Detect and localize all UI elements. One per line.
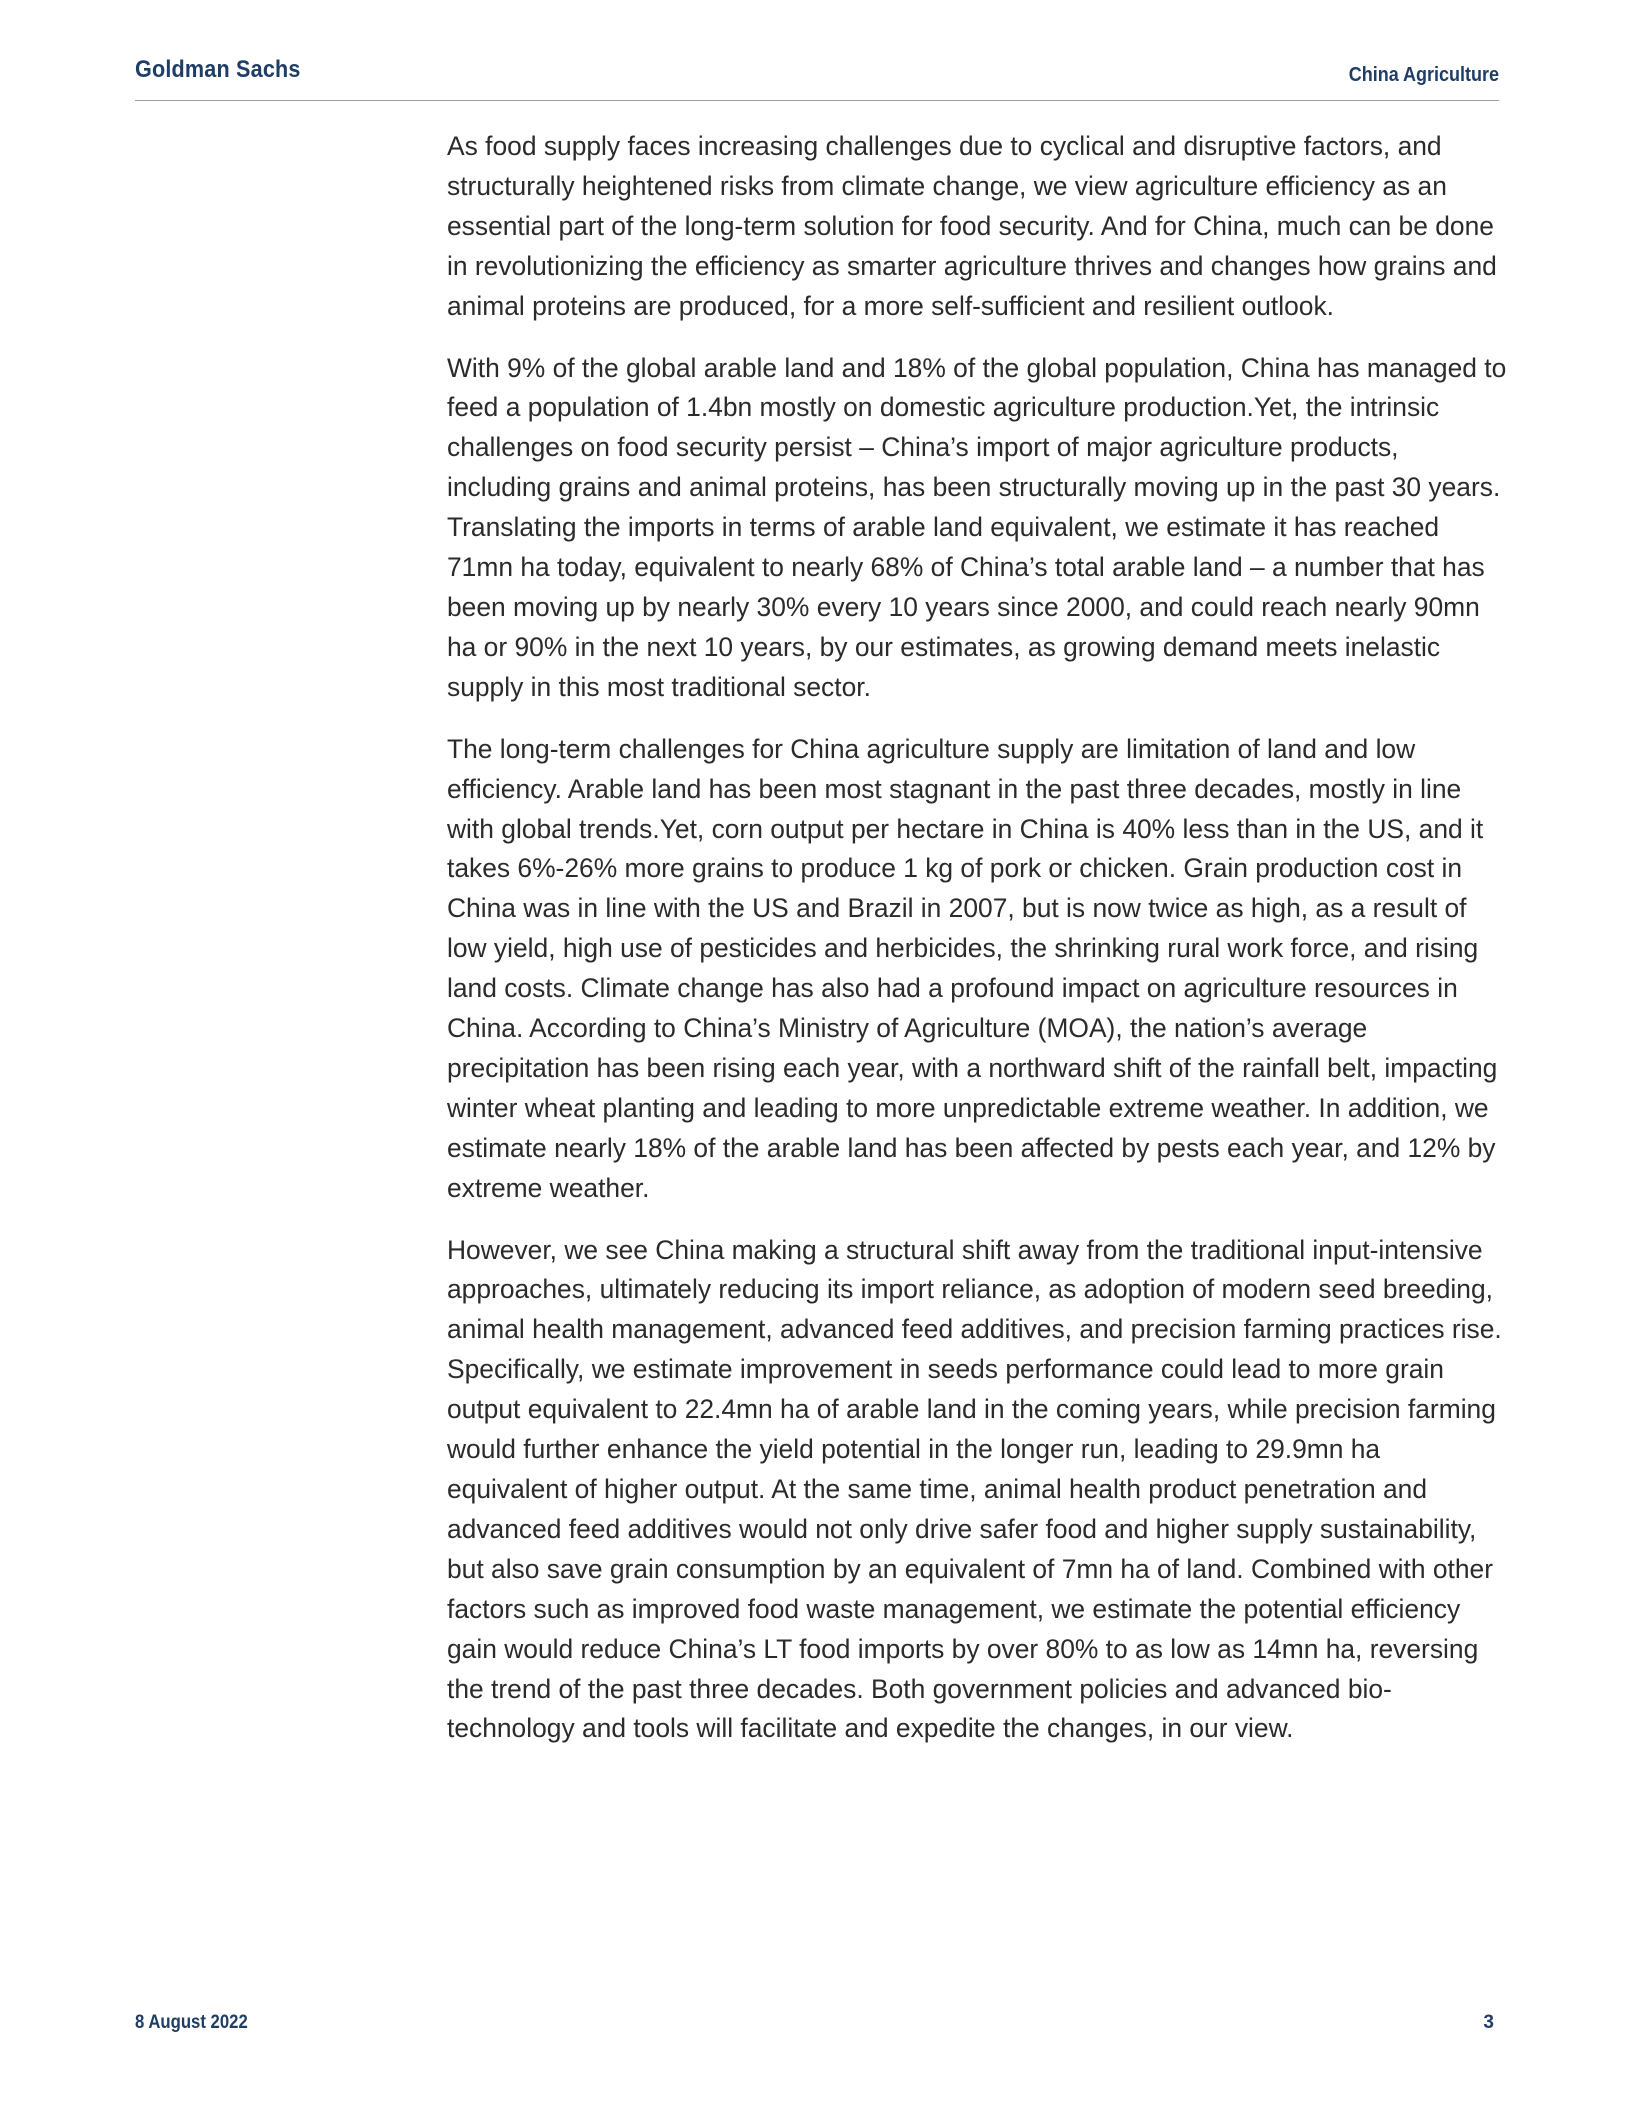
footer-date: 8 August 2022 [135, 2012, 248, 2033]
body-paragraph: The long-term challenges for China agriculture supply are limitation of land and low efficiency. Arable land has been most stagnant in the past three decades, mostly in line with global trends.Yet, corn output per hectare in China is 40% less than in the US, and it takes 6%-26% more grains to produce 1 kg of pork or chicken. Grain production cost in China was in line with the US and Brazil in 2007, but is now twice as high, as a result of low yield, high use of pesticides and herbicides, the shrinking rural work force, and rising land costs. Climate change has also had a profound impact on agriculture resources in China. According to China’s Ministry of Agriculture (MOA), the nation’s average precipitation has been rising each year, with a northward shift of the rainfall belt, impacting winter wheat planting and leading to more unpredictable extreme weather. In addition, we estimate nearly 18% of the arable land has been affected by pests each year, and 12% by extreme weather. [447, 733, 1498, 1203]
header-brand: Goldman Sachs [135, 56, 301, 83]
body-paragraph: With 9% of the global arable land and 18% of the global population, China has managed to feed a population of 1.4bn mostly on domestic agriculture production.Yet, the intrinsic challenges on food security persist – China’s import of major agriculture products, including grains and animal proteins, has been structurally moving up in the past 30 years. Translating the imports in terms of arable land equivalent, we estimate it has reached 71mn ha today, equivalent to nearly 68% of China’s total arable land – a number that has been moving up by nearly 30% every 10 years since 2000, and could reach nearly 90mn ha or 90% in the next 10 years, by our estimates, as growing demand meets inelastic supply in this most traditional sector. [447, 352, 1507, 702]
page-number: 3 [1483, 2012, 1494, 2033]
header-section-title: China Agriculture [1348, 64, 1499, 86]
body-paragraph: However, we see China making a structural shift away from the traditional input-intensive approaches, ultimately reducing its import reliance, as adoption of modern seed breeding, animal health management, advanced feed additives, and precision farming practices rise. Specifically, we estimate improvement in seeds performance could lead to more grain output equivalent to 22.4mn ha of arable land in the coming years, while precision farming would further enhance the yield potential in the longer run, leading to 29.9mn ha equivalent of higher output. At the same time, animal health product penetration and advanced feed additives would not only drive safer food and higher supply sustainability, but also save grain consumption by an equivalent of 7mn ha of land. Combined with other factors such as improved food waste management, we estimate the potential efficiency gain would reduce China’s LT food imports by over 80% to as low as 14mn ha, reversing the trend of the past three decades. Both government policies and advanced bio-technology and tools will facilitate and expedite the changes, in our view. [447, 1234, 1502, 1744]
report-body [447, 127, 1507, 1771]
body-paragraph: As food supply faces increasing challenges due to cyclical and disruptive factors, and structurally heightened risks from climate change, we view agriculture efficiency as an essential part of the long-term solution for food security. And for China, much can be done in revolutionizing the efficiency as smarter agriculture thrives and changes how grains and animal proteins are produced, for a more self-sufficient and resilient outlook. [447, 131, 1497, 321]
header-divider [135, 100, 1499, 101]
